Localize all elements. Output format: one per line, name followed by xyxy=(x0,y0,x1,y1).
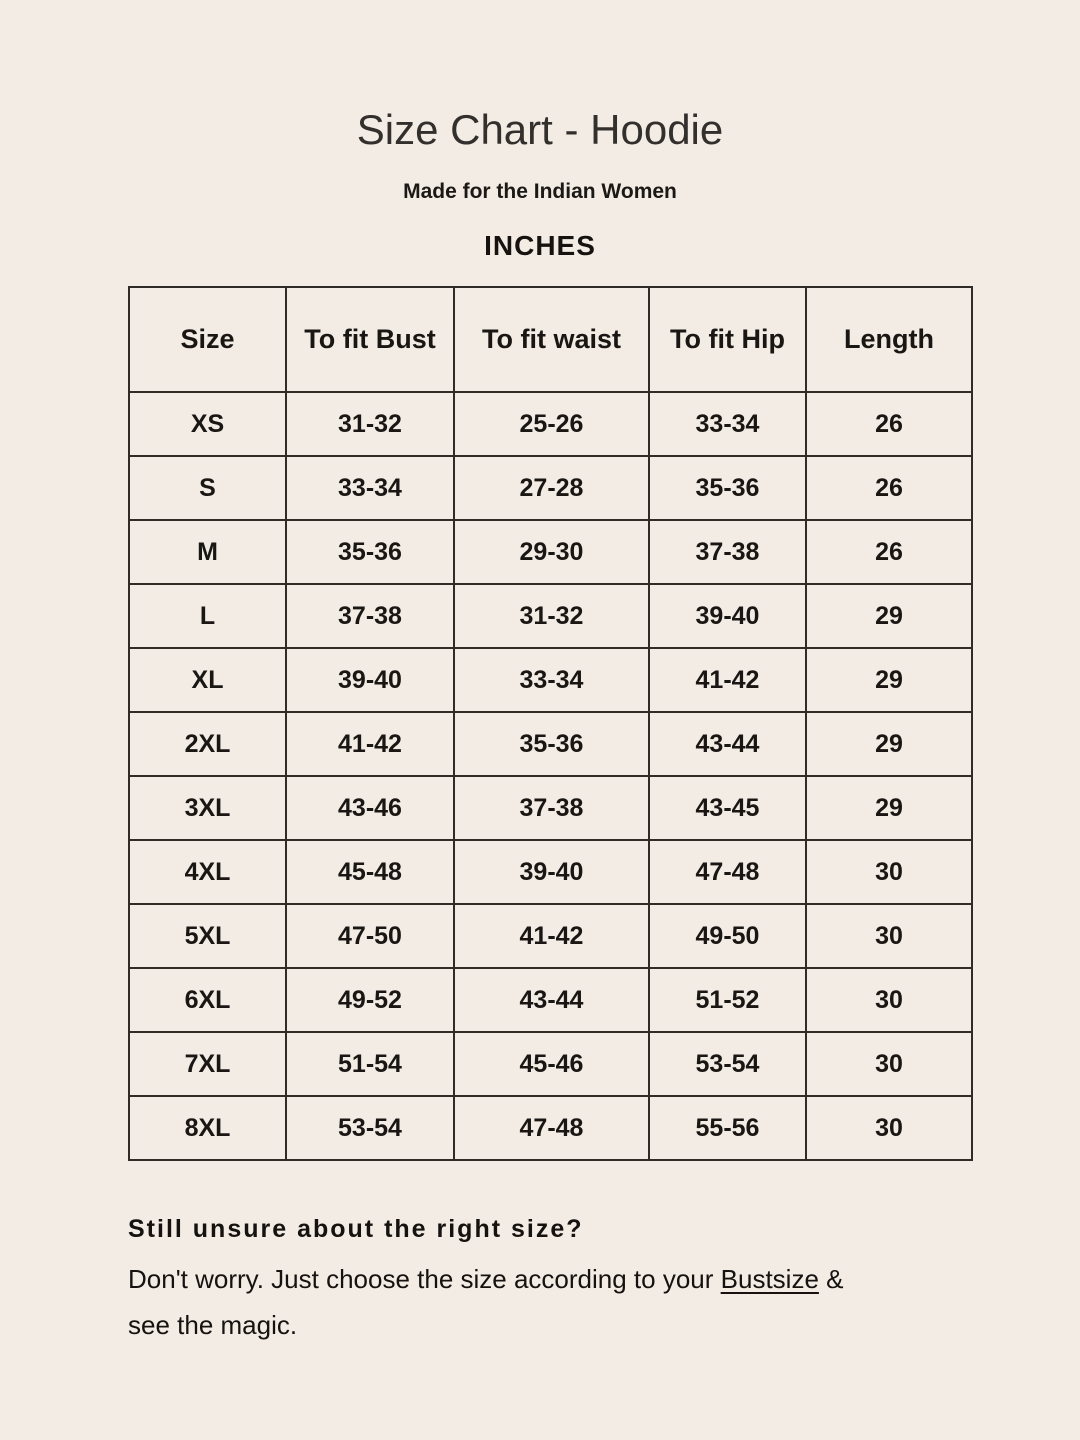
column-header: To fit Hip xyxy=(649,287,806,392)
table-row xyxy=(129,392,972,456)
table-row xyxy=(129,904,972,968)
measurement-cell: 31-32 xyxy=(454,584,649,648)
column-header: Length xyxy=(806,287,972,392)
column-header: To fit waist xyxy=(454,287,649,392)
measurement-cell: 43-44 xyxy=(649,712,806,776)
footer-line-1 xyxy=(128,1256,928,1302)
size-label-cell: S xyxy=(129,456,286,520)
measurement-cell: 30 xyxy=(806,1096,972,1160)
size-label-cell: 5XL xyxy=(129,904,286,968)
measurement-cell: 27-28 xyxy=(454,456,649,520)
table-row xyxy=(129,776,972,840)
size-label-cell: XL xyxy=(129,648,286,712)
measurement-cell: 30 xyxy=(806,1032,972,1096)
measurement-cell: 39-40 xyxy=(649,584,806,648)
measurement-cell: 31-32 xyxy=(286,392,454,456)
measurement-cell: 43-45 xyxy=(649,776,806,840)
measurement-cell: 51-52 xyxy=(649,968,806,1032)
measurement-cell: 55-56 xyxy=(649,1096,806,1160)
table-row xyxy=(129,1032,972,1096)
measurement-cell: 47-50 xyxy=(286,904,454,968)
column-header: Size xyxy=(129,287,286,392)
measurement-cell: 47-48 xyxy=(649,840,806,904)
measurement-cell: 45-46 xyxy=(454,1032,649,1096)
footer-text-before-link: Don't worry. Just choose the size according to your xyxy=(128,1264,721,1294)
measurement-cell: 37-38 xyxy=(286,584,454,648)
table-row xyxy=(129,456,972,520)
size-label-cell: 2XL xyxy=(129,712,286,776)
unit-label: INCHES xyxy=(484,230,596,261)
bustsize-underlined-text: Bustsize xyxy=(720,1264,819,1294)
measurement-cell: 35-36 xyxy=(454,712,649,776)
measurement-cell: 51-54 xyxy=(286,1032,454,1096)
measurement-cell: 41-42 xyxy=(649,648,806,712)
footer-text-after-link: & xyxy=(818,1264,844,1294)
measurement-cell: 29-30 xyxy=(454,520,649,584)
footer-heading: Still unsure about the right size? xyxy=(128,1215,584,1243)
footer-line-2: see the magic. xyxy=(128,1310,298,1340)
measurement-cell: 33-34 xyxy=(649,392,806,456)
measurement-cell: 43-44 xyxy=(454,968,649,1032)
size-label-cell: 6XL xyxy=(129,968,286,1032)
table-row xyxy=(129,712,972,776)
measurement-cell: 45-48 xyxy=(286,840,454,904)
size-table-body xyxy=(129,392,972,1160)
size-label-cell: 4XL xyxy=(129,840,286,904)
footer-note xyxy=(128,1215,928,1348)
measurement-cell: 26 xyxy=(806,392,972,456)
page-subtitle: Made for the Indian Women xyxy=(403,180,677,203)
table-row xyxy=(129,584,972,648)
measurement-cell: 41-42 xyxy=(454,904,649,968)
measurement-cell: 53-54 xyxy=(286,1096,454,1160)
measurement-cell: 53-54 xyxy=(649,1032,806,1096)
measurement-cell: 30 xyxy=(806,840,972,904)
column-header: To fit Bust xyxy=(286,287,454,392)
table-row xyxy=(129,648,972,712)
measurement-cell: 30 xyxy=(806,904,972,968)
measurement-cell: 29 xyxy=(806,712,972,776)
size-label-cell: 8XL xyxy=(129,1096,286,1160)
size-table-header xyxy=(129,287,972,392)
measurement-cell: 35-36 xyxy=(286,520,454,584)
measurement-cell: 33-34 xyxy=(286,456,454,520)
size-label-cell: M xyxy=(129,520,286,584)
measurement-cell: 30 xyxy=(806,968,972,1032)
size-table xyxy=(128,286,973,1161)
measurement-cell: 29 xyxy=(806,776,972,840)
table-row xyxy=(129,840,972,904)
page-title: Size Chart - Hoodie xyxy=(356,106,724,153)
measurement-cell: 26 xyxy=(806,520,972,584)
table-row xyxy=(129,968,972,1032)
measurement-cell: 43-46 xyxy=(286,776,454,840)
measurement-cell: 33-34 xyxy=(454,648,649,712)
table-row xyxy=(129,520,972,584)
measurement-cell: 49-50 xyxy=(649,904,806,968)
size-label-cell: 7XL xyxy=(129,1032,286,1096)
measurement-cell: 47-48 xyxy=(454,1096,649,1160)
measurement-cell: 49-52 xyxy=(286,968,454,1032)
measurement-cell: 25-26 xyxy=(454,392,649,456)
measurement-cell: 41-42 xyxy=(286,712,454,776)
size-label-cell: 3XL xyxy=(129,776,286,840)
measurement-cell: 29 xyxy=(806,584,972,648)
measurement-cell: 39-40 xyxy=(286,648,454,712)
size-label-cell: XS xyxy=(129,392,286,456)
measurement-cell: 37-38 xyxy=(649,520,806,584)
measurement-cell: 39-40 xyxy=(454,840,649,904)
table-row xyxy=(129,1096,972,1160)
measurement-cell: 37-38 xyxy=(454,776,649,840)
measurement-cell: 29 xyxy=(806,648,972,712)
header-row xyxy=(129,287,972,392)
measurement-cell: 35-36 xyxy=(649,456,806,520)
footer-body xyxy=(128,1256,928,1348)
size-label-cell: L xyxy=(129,584,286,648)
measurement-cell: 26 xyxy=(806,456,972,520)
